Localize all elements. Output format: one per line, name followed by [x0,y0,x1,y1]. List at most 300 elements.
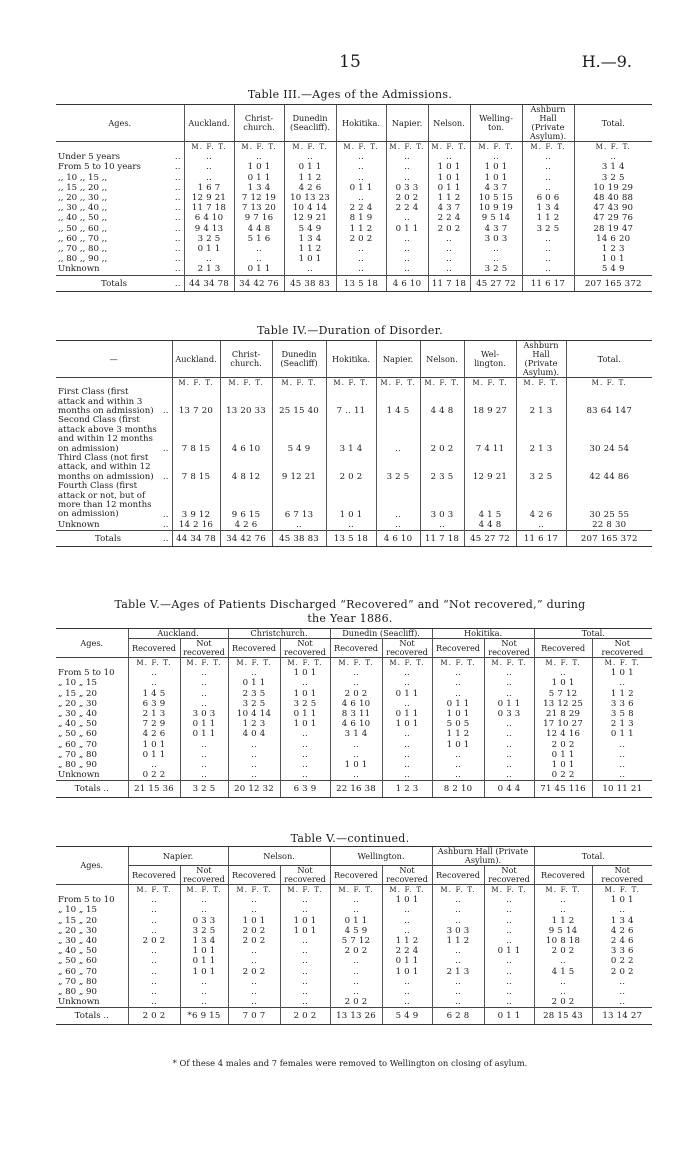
cell-value: 1 0 1 [326,482,376,520]
cell-value: .. [484,987,534,997]
cell-value: 4 2 6 [220,520,272,531]
ages-header: Ages. [56,847,128,885]
total-value: 45 27 72 [464,531,516,547]
table-row [56,668,652,678]
cell-value: .. [128,668,180,678]
cell-value: 5 4 9 [272,416,326,454]
cell-value: 5 1 6 [234,234,284,244]
cell-value: 6 0 6 [522,193,574,203]
cell-value: 4 2 6 [516,482,566,520]
cell-value: .. [228,770,280,781]
row-label: „ 70 „ 80 [58,749,97,760]
cell-value: 1 0 1 [330,760,382,770]
cell-value: 2 3 5 [228,689,280,699]
footnote: * Of these 4 males and 7 females were removed to Wellington on closing of asylum. [172,1058,528,1068]
cell-value: 9 7 16 [234,213,284,223]
table-row [56,224,652,234]
cell-value: .. [522,183,574,193]
cell-value: 2 1 3 [516,388,566,416]
cell-value: .. [522,264,574,275]
cell-value: 1 0 1 [280,719,330,729]
group-header-row [56,629,652,639]
cell-value: .. [284,264,336,275]
cell-value: 1 3 4 [180,936,228,946]
total-value: 28 15 43 [534,1008,592,1024]
cell-value: .. [484,936,534,946]
mft-row [56,658,652,669]
cell-value: 10 9 19 [470,203,522,213]
leader-dots: .. [174,182,181,193]
cell-value: 1 0 1 [234,162,284,172]
table-row [56,152,652,162]
cell-value: .. [280,678,330,688]
group-header: Auckland. [128,629,228,639]
cell-value: 10 13 23 [284,193,336,203]
mft-row [56,142,652,153]
cell-value: 0 1 1 [284,162,336,172]
row-label: „ 60 „ 70 [58,966,97,977]
cell-value: .. [522,234,574,244]
cell-value: .. [280,729,330,739]
leader-dots: .. [174,162,181,173]
document-reference: H.—9. [581,52,632,71]
cell-value: .. [534,987,592,997]
row-label: „ 80 „ 90 [58,760,97,771]
cell-value: 0 1 1 [234,173,284,183]
table-3-ages-of-admissions [56,104,652,292]
row-label: „ 80 „ 90 [58,987,97,998]
cell-value: .. [382,668,432,678]
table-row [56,977,652,987]
row-label: „ 10 „ 15 [58,678,97,689]
row-label: Under 5 years [58,152,120,163]
cell-value: .. [180,905,228,915]
mft-label: M. F. T. [272,378,326,389]
cell-value: .. [128,905,180,915]
leader-dots: .. [162,509,169,520]
total-value: 34 42 76 [234,275,284,291]
cell-value: 0 1 1 [280,709,330,719]
cell-value: 10 19 29 [574,183,652,193]
cell-value: .. [428,152,470,162]
cell-value: 7 12 19 [234,193,284,203]
cell-value: .. [534,956,592,966]
mft-label: M. F. T. [330,885,382,896]
cell-value: .. [484,770,534,781]
leader-dots: .. [172,275,184,291]
recovered-header: Recovered [330,866,382,885]
cell-value: .. [336,162,386,172]
table-row [56,689,652,699]
mft-label: M. F. T. [180,885,228,896]
cell-value: .. [128,956,180,966]
cell-value: 2 2 4 [336,203,386,213]
not-recovered-header: Not recovered [180,639,228,658]
cell-value: 2 1 3 [592,719,652,729]
mft-label: M. F. T. [566,378,652,389]
cell-value: .. [484,760,534,770]
cell-value: 1 0 1 [382,719,432,729]
totals-label: Totals .. [56,781,128,797]
cell-value: 3 9 12 [172,482,220,520]
leader-dots: .. [174,223,181,234]
recovered-header: Recovered [128,639,180,658]
mft-label: M. F. T. [484,658,534,669]
cell-value: 1 6 7 [184,183,234,193]
cell-value: 0 1 1 [228,678,280,688]
cell-value: 2 0 2 [592,967,652,977]
mft-label: M. F. T. [382,885,432,896]
leader-dots: .. [174,233,181,244]
leader-dots: .. [162,519,169,530]
cell-value: 9 4 13 [184,224,234,234]
total-value: 20 12 32 [228,781,280,797]
cell-value: 1 0 1 [534,678,592,688]
cell-value: 3 2 5 [470,264,522,275]
table-row [56,454,652,482]
cell-value: .. [382,699,432,709]
row-label: ,, 70 ,, 80 ,, [58,244,108,255]
cell-value: .. [184,152,234,162]
total-value: 13 13 26 [330,1008,382,1024]
cell-value: .. [326,520,376,531]
cell-value: .. [234,152,284,162]
table-row [56,234,652,244]
cell-value: 0 1 1 [336,183,386,193]
mft-label: M. F. T. [172,378,220,389]
cell-value: 1 1 2 [592,689,652,699]
cell-value: 8 3 11 [330,709,382,719]
cell-value: .. [330,905,382,915]
cell-value: .. [534,977,592,987]
cell-value: 2 0 2 [128,936,180,946]
table-5-continued [56,846,652,1025]
cell-value: .. [432,668,484,678]
mft-label: M. F. T. [234,142,284,153]
table-row [56,750,652,760]
mft-label: M. F. T. [420,378,464,389]
cell-value: 3 3 6 [592,946,652,956]
cell-value: .. [432,916,484,926]
cell-value: .. [484,668,534,678]
group-header: Total. [534,629,652,639]
cell-value: .. [534,895,592,905]
row-label: ,, 60 ,, 70 ,, [58,233,108,244]
column-header: Christ-church. [234,105,284,142]
row-label: ,, 10 ,, 15 ,, [58,172,108,183]
cell-value: 1 1 2 [382,936,432,946]
cell-value: 0 1 1 [184,244,234,254]
cell-value: .. [330,977,382,987]
blank-cell [56,658,128,669]
cell-value: .. [592,740,652,750]
cell-value: .. [484,916,534,926]
cell-value: 2 2 4 [386,203,428,213]
leader-dots: .. [174,244,181,255]
cell-value: .. [280,760,330,770]
cell-value: .. [336,244,386,254]
row-label: „ 50 „ 60 [58,729,97,740]
cell-value: .. [180,699,228,709]
group-header: Christchurch. [228,629,330,639]
header-row [56,341,652,378]
cell-value: 3 0 3 [180,709,228,719]
totals-row [56,275,652,291]
table-5-discharged-patients [56,628,652,798]
cell-value: 0 1 1 [428,183,470,193]
cell-value: .. [428,264,470,275]
cell-value: 5 4 9 [574,264,652,275]
cell-value: .. [432,997,484,1008]
cell-value: 0 1 1 [484,699,534,709]
cell-value: 4 4 8 [464,520,516,531]
column-header: Ashburn Hall (Private Asylum). [522,105,574,142]
column-header: Napier. [386,105,428,142]
cell-value: .. [280,936,330,946]
cell-value: 2 0 2 [228,926,280,936]
row-label: „ 40 „ 50 [58,946,97,957]
cell-value: .. [432,689,484,699]
blank-cell [56,885,128,896]
mft-label: M. F. T. [280,885,330,896]
row-label: „ 30 „ 40 [58,936,97,947]
cell-value: .. [228,977,280,987]
cell-value: 47 29 76 [574,213,652,223]
cell-value: .. [592,987,652,997]
cell-value: .. [180,678,228,688]
cell-value: 4 2 6 [284,183,336,193]
cell-value: 14 6 20 [574,234,652,244]
cell-value: .. [592,997,652,1008]
cell-value: 13 7 20 [172,388,220,416]
cell-value: 30 25 55 [566,482,652,520]
cell-value: 0 2 2 [534,770,592,781]
recovered-header: Recovered [432,639,484,658]
group-header: Hokitika. [432,629,534,639]
column-header: Dunedin (Seacliff) [272,341,326,378]
row-label: From 5 to 10 years [58,162,141,173]
cell-value: .. [128,926,180,936]
cell-value: .. [180,668,228,678]
table-row [56,719,652,729]
cell-value: 3 0 3 [470,234,522,244]
not-recovered-header: Not recovered [484,639,534,658]
table-row [56,740,652,750]
total-value: 34 42 76 [220,531,272,547]
total-value: 45 27 72 [470,275,522,291]
cell-value: 3 0 3 [432,926,484,936]
cell-value: 4 6 10 [330,699,382,709]
cell-value: 0 1 1 [128,750,180,760]
mft-label: M. F. T. [284,142,336,153]
cell-value: 5 7 12 [330,936,382,946]
row-label: ,, 50 ,, 60 ,, [58,223,108,234]
totals-row [56,531,652,547]
cell-value: 4 3 7 [470,183,522,193]
cell-value: 3 2 5 [228,699,280,709]
table-3-title: Table III.—Ages of the Admissions. [247,88,453,101]
cell-value: 0 1 1 [534,750,592,760]
column-header: Nelson. [420,341,464,378]
cell-value: 8 1 9 [336,213,386,223]
cell-value: 1 0 1 [382,967,432,977]
cell-value: 6 7 13 [272,482,326,520]
cell-value: .. [330,740,382,750]
table-5-title-line-1: Table V.—Ages of Patients Discharged “Recovered” and “Not recovered,” during [114,598,586,611]
not-recovered-header: Not recovered [180,866,228,885]
total-value: 71 45 116 [534,781,592,797]
leader-dots: .. [174,203,181,214]
cell-value: 3 0 3 [420,482,464,520]
table-row [56,482,652,520]
cell-value: 3 3 6 [592,699,652,709]
cell-value: .. [128,977,180,987]
total-value: 45 38 83 [272,531,326,547]
cell-value: 1 0 1 [592,895,652,905]
cell-value: 5 0 5 [432,719,484,729]
cell-value: 2 1 3 [184,264,234,275]
cell-value: .. [516,520,566,531]
cell-value: .. [336,173,386,183]
cell-value: .. [272,520,326,531]
cell-value: 1 0 1 [180,946,228,956]
cell-value: .. [128,895,180,905]
cell-value: .. [484,905,534,915]
cell-value: .. [386,244,428,254]
cell-value: 2 0 2 [330,946,382,956]
cell-value: 10 8 18 [534,936,592,946]
cell-value: 6 4 10 [184,213,234,223]
cell-value: 1 0 1 [280,916,330,926]
table-row [56,997,652,1008]
cell-value: .. [180,689,228,699]
totals-row [56,781,652,797]
table-row [56,193,652,203]
row-label: „ 30 „ 40 [58,709,97,720]
cell-value: .. [382,729,432,739]
leader-dots: .. [160,531,172,547]
mft-label: M. F. T. [330,658,382,669]
cell-value: 10 5 15 [470,193,522,203]
group-header: Dunedin (Seacliff). [330,629,432,639]
recovered-header: Recovered [228,866,280,885]
cell-value: .. [432,946,484,956]
cell-value: 9 6 15 [220,482,272,520]
mft-label: M. F. T. [382,658,432,669]
row-label: Unknown [58,519,100,530]
leader-dots: .. [174,264,181,275]
table-row [56,183,652,193]
column-header: Ages. [56,105,184,142]
cell-value: 47 43 90 [574,203,652,213]
total-value: 3 2 5 [180,781,228,797]
cell-value: 1 2 3 [574,244,652,254]
cell-value: .. [386,254,428,264]
mft-label: M. F. T. [228,658,280,669]
cell-value: .. [228,987,280,997]
row-label: „ 20 „ 30 [58,925,97,936]
total-value: 4 6 10 [376,531,420,547]
row-label: Second Class (first attack above 3 months and within 12 months on admission) [58,415,157,454]
cell-value: 0 1 1 [382,689,432,699]
cell-value: .. [382,916,432,926]
table-row [56,254,652,264]
cell-value: 28 19 47 [574,224,652,234]
cell-value: .. [484,977,534,987]
row-label: „ 50 „ 60 [58,956,97,967]
cell-value: .. [470,152,522,162]
cell-value: 1 1 2 [522,213,574,223]
cell-value: 7 8 15 [172,416,220,454]
cell-value: .. [234,254,284,264]
cell-value: .. [128,967,180,977]
mft-label: M. F. T. [534,885,592,896]
cell-value: .. [228,668,280,678]
cell-value: 7 4 11 [464,416,516,454]
cell-value: .. [280,750,330,760]
cell-value: 1 0 1 [280,926,330,936]
total-value: 11 7 18 [428,275,470,291]
cell-value: 18 9 27 [464,388,516,416]
total-value: 4 6 10 [386,275,428,291]
table-row [56,173,652,183]
leader-dots: .. [174,254,181,265]
cell-value: 0 1 1 [484,946,534,956]
total-value: 11 6 17 [516,531,566,547]
cell-value: 2 0 2 [336,234,386,244]
totals-label: Totals .. [56,1008,128,1024]
table-row [56,203,652,213]
cell-value: 0 1 1 [382,956,432,966]
cell-value: 1 0 1 [284,254,336,264]
table-row [56,956,652,966]
cell-value: 0 1 1 [382,709,432,719]
mft-label: M. F. T. [428,142,470,153]
cell-value: 12 9 21 [184,193,234,203]
table-row [56,760,652,770]
ages-header: Ages. [56,629,128,658]
cell-value: 1 0 1 [128,740,180,750]
table-row [56,770,652,781]
table-row [56,699,652,709]
total-value: 6 3 9 [280,781,330,797]
cell-value: 0 3 3 [180,916,228,926]
cell-value: .. [330,967,382,977]
cell-value: 4 4 8 [234,224,284,234]
total-value: 10 11 21 [592,781,652,797]
cell-value: 3 1 4 [326,416,376,454]
cell-value: .. [432,770,484,781]
not-recovered-header: Not recovered [280,866,330,885]
column-header: Auckland. [184,105,234,142]
cell-value: 2 0 2 [386,193,428,203]
cell-value: .. [592,760,652,770]
total-value: 44 34 78 [184,275,234,291]
cell-value: .. [592,905,652,915]
not-recovered-header: Not recovered [382,866,432,885]
cell-value: 17 10 27 [534,719,592,729]
cell-value: .. [484,750,534,760]
cell-value: 2 0 2 [330,997,382,1008]
table-row [56,709,652,719]
cell-value: .. [280,977,330,987]
cell-value: .. [522,173,574,183]
column-header: Hokitika. [336,105,386,142]
cell-value: 4 1 5 [464,482,516,520]
cell-value: .. [128,987,180,997]
cell-value: .. [432,678,484,688]
row-label: ,, 20 ,, 30 ,, [58,193,108,204]
